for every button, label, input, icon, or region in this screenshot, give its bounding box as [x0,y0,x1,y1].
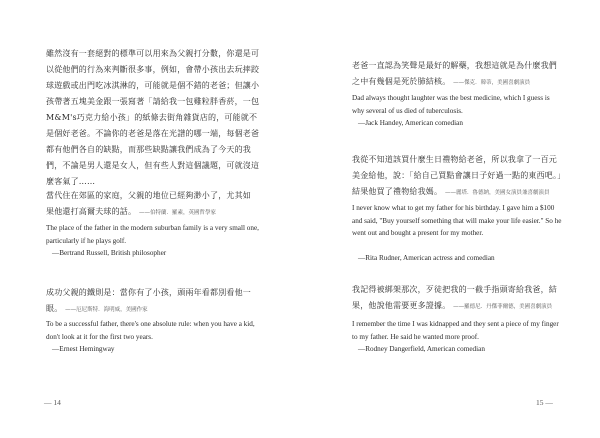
quote-russell-zh-attribution: ——伯特蘭．羅素，英國哲學家 [138,210,216,216]
quote-rudner-en: I never know what to get my father for his birthday. I gave him a $100 and said, "Buy yourself something that will make your life easier." So he went out and bought a present for my mother. [352,204,562,237]
quote-hemingway-zh-attribution: ——厄尼斯特．海明威，美國作家 [65,307,148,313]
quote-dangerfield-zh-attribution: ——羅德尼．丹傑菲爾德，美國喜劇演員 [453,304,553,310]
quote-dangerfield-zh: 我記得被綁架那次，歹徒把我的一截手指頭寄給我爸，結果，他說他需要更多證據。 ——羅德尼．丹傑菲爾德，美國喜劇演員 [352,285,557,310]
quote-russell-zh: 當代住在郊區的家庭，父親的地位已經夠渺小了，尤其如果他還打高爾夫球的話。 ——伯特蘭．羅素，英國哲學家 [46,191,251,216]
quote-hemingway-zh: 成功父親的鐵則是：當你有了小孩，頭兩年看都別看他一眼。 ——厄尼斯特．海明威，美國作家 [46,288,251,313]
quote-handey-zh-attribution: ——傑克．韓蒂，美國喜劇演員 [453,80,531,86]
quote-hemingway-author: —Ernest Hemingway [52,345,115,353]
quote-handey-en: Dad always thought laughter was the best medicine, which I guess is why several of us died of tuberculosis. [352,94,550,115]
quote-dangerfield-author: —Rodney Dangerfield, American comedian [358,345,485,353]
page-number-right: 15 — [536,398,553,407]
quote-handey-zh: 老爸一直認為笑聲是最好的解藥，我想這就是為什麼我們之中有幾個是死於肺結核。 ——傑克．韓蒂，美國喜劇演員 [352,61,557,86]
quote-russell-en: The place of the father in the modern suburban family is a very small one, particularly if he plays golf. [46,224,259,245]
quote-handey-author: —Jack Handey, American comedian [358,119,463,127]
quote-russell-author: —Bertrand Russell, British philosopher [52,249,167,257]
quote-hemingway-en: To be a successful father, there's one absolute rule: when you have a kid, don't look at it for the first two years. [46,320,255,341]
quote-rudner-zh-attribution: ——麗塔．魯德納，美國女演員兼喜劇演員 [444,190,550,196]
quote-rudner-zh: 我從不知道該買什麼生日禮物給老爸，所以我拿了一百元美金給他，說：「給自己買點會讓日子好過一點的東西吧。」結果他買了禮物給我媽。 ——麗塔．魯德納，美國女演員兼喜劇演員 [352,155,562,196]
quote-rudner-author: —Rita Rudner, American actress and comedian [358,254,495,262]
intro-paragraph: 雖然沒有一套絕對的標準可以用來為父親打分數，你還是可以從他們的行為來判斷很多事，例如，會帶小孩出去玩摔跤球遊戲或出門吃冰淇淋的，可能就是個不錯的老爸；但讓小孩帶著五塊美金跟一張寫著「請給我一包雞粒胖香菸，一包M&M's巧克力給小孩」的紙條去街角雜貨店的，可能就不是個好老爸。不論你的老爸是落在光譜的哪一端，每個老爸都有他們各自的缺點，而那些缺點讓我們成為了今天的我們，不論是男人還是女人，但有些人對這個議題，可就沒這麼客氣了…… [46,49,260,186]
quote-dangerfield-en: I remember the time I was kidnapped and they sent a piece of my finger to my father. He said he wanted more proof. [352,320,559,341]
page-number-left: — 14 [44,398,61,407]
right-page [300,0,600,438]
